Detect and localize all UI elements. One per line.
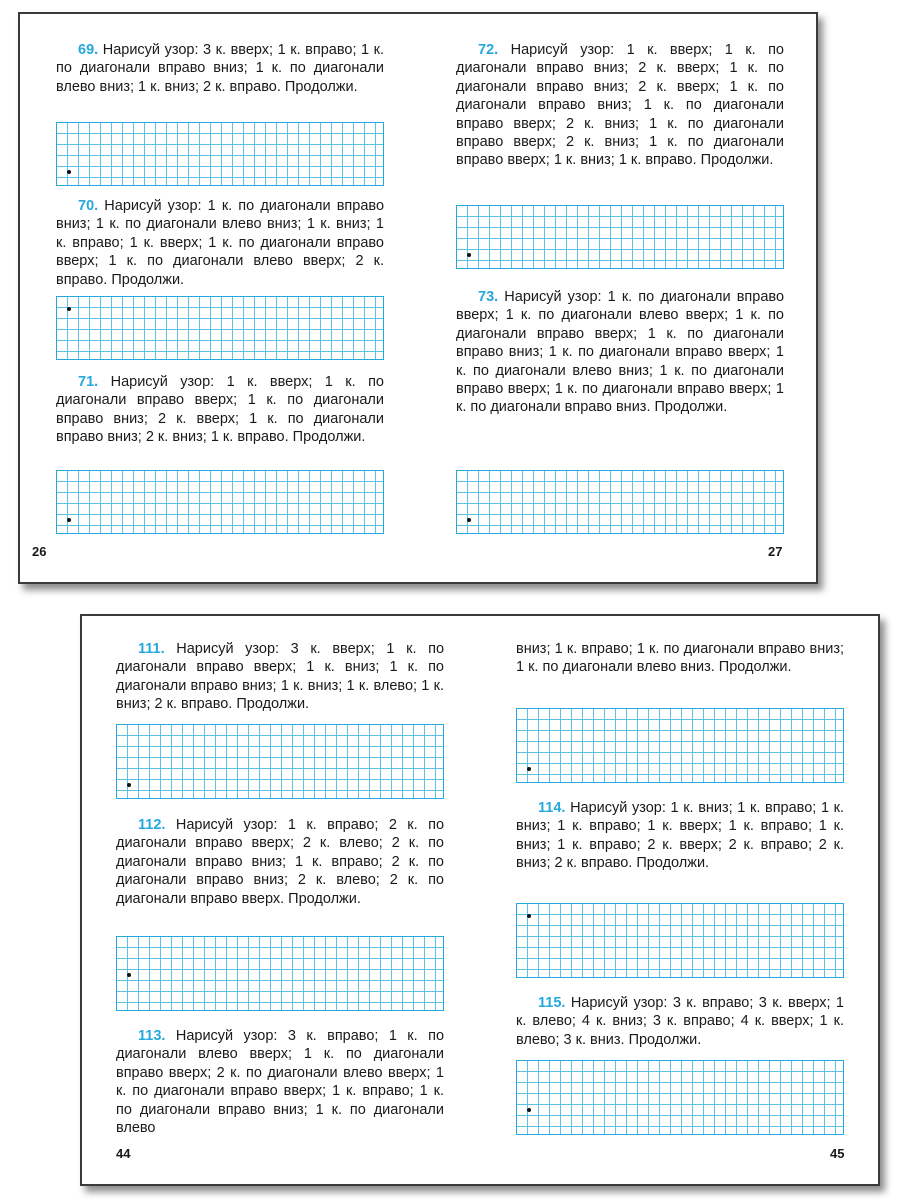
page-number-left: 26 [32,544,47,559]
book-spread-44-45 [80,614,880,1186]
task-number: 113. [138,1028,166,1044]
start-dot [527,1108,531,1112]
task-text: Нарисуй узор: 1 к. вверх; 1 к. по диагонали вправо вверх; 1 к. по диагонали вправо вниз; 2 к. вверх; 1 к. по диагонали вправо вниз; 2 к. вниз; 1 к. вправо. Продолжи. [56,374,384,446]
start-dot [527,914,531,918]
task-text: Нарисуй узор: 3 к. вправо; 3 к. вверх; 1 к. влево; 4 к. вниз; 3 к. вправо; 4 к. вверх; 1 к. влево; 3 к. вниз. Продолжи. [516,995,844,1048]
page-number-right: 27 [768,544,783,559]
drawing-grid-111[interactable] [116,724,444,799]
start-dot [527,767,531,771]
task-number: 70. [78,198,99,214]
start-dot [67,518,71,522]
task-number: 69. [78,42,99,58]
task-number: 72. [478,42,499,58]
task-72 [456,41,784,170]
start-dot [127,783,131,787]
task-number: 115. [538,995,566,1011]
book-spread-26-27 [18,12,818,584]
task-71 [56,373,384,447]
start-dot [127,973,131,977]
task-115 [516,994,844,1049]
page-number-left: 44 [116,1146,131,1161]
task-number: 111. [138,641,165,657]
task-113-continued [516,640,844,677]
drawing-grid-114[interactable] [516,903,844,978]
task-113 [116,1027,444,1137]
start-dot [467,518,471,522]
start-dot [67,307,71,311]
task-text: Нарисуй узор: 1 к. вправо; 2 к. по диагонали вправо вверх; 2 к. влево; 2 к. по диагонали вправо вниз; 1 к. вправо; 2 к. по диагонали вправо вниз; 2 к. влево; 2 к. по диагонали вправо вверх. Продолжи. [116,817,445,907]
task-number: 112. [138,817,166,833]
task-number: 73. [478,289,499,305]
task-text: Нарисуй узор: 3 к. вверх; 1 к. вправо; 1 к. по диагонали вправо вниз; 1 к. по диагонали влево вниз; 1 к. вниз; 2 к. вправо. Продолжи. [56,42,385,95]
task-text: Нарисуй узор: 1 к. по диагонали вправо вверх; 1 к. по диагонали влево вверх; 1 к. по диагонали вправо вверх; 1 к. по диагонали вправо вниз; 1 к. по диагонали вправо вверх; 1 к. по диагонали влево вниз; 1 к. по диагонали вправо вверх; 1 к. по диагонали вправо вверх; 1 к. по диагонали вправо вниз. Продолжи. [456,289,785,416]
drawing-grid-72[interactable] [456,205,784,269]
task-text: Нарисуй узор: 1 к. вверх; 1 к. по диагонали вправо вниз; 2 к. вверх; 1 к. по диагонали вправо вниз; 2 к. вверх; 1 к. по диагонали вправо вниз; 1 к. по диагонали вправо вверх; 2 к. вниз; 1 к. по диагонали вправо вверх; 2 к. вниз; 1 к. по диагонали вправо вверх; 1 к. вниз; 1 к. вправо. Продолжи. [456,42,784,169]
drawing-grid-73[interactable] [456,470,784,534]
task-text: вниз; 1 к. вправо; 1 к. по диагонали вправо вниз; 1 к. по диагонали влево вниз. Продолжи. [516,641,844,676]
task-73 [456,288,784,417]
drawing-grid-69[interactable] [56,122,384,186]
drawing-grid-70[interactable] [56,296,384,360]
start-dot [67,170,71,174]
task-114 [516,799,844,873]
drawing-grid-71[interactable] [56,470,384,534]
task-number: 71. [78,374,99,390]
task-69 [56,41,384,96]
drawing-grid-112[interactable] [116,936,444,1011]
task-112 [116,816,444,908]
drawing-grid-113[interactable] [516,708,844,783]
task-111 [116,640,444,714]
page-number-right: 45 [830,1146,845,1161]
start-dot [467,253,471,257]
task-70 [56,197,384,289]
task-text: Нарисуй узор: 3 к. вправо; 1 к. по диагонали влево вверх; 1 к. по диагонали вправо вверх; 2 к. по диагонали влево вверх; 1 к. по диагонали вправо вверх; 1 к. вправо; 1 к. по диагонали вправо вниз; 1 к. по диагонали влево [116,1028,445,1137]
drawing-grid-115[interactable] [516,1060,844,1135]
task-number: 114. [538,800,566,816]
task-text: Нарисуй узор: 1 к. вниз; 1 к. вправо; 1 к. вниз; 1 к. вправо; 1 к. вверх; 1 к. вправо; 1 к. вниз; 1 к. вправо; 2 к. вверх; 2 к. вправо; 2 к. вниз; 2 к. вправо. Продолжи. [516,800,845,872]
task-text: Нарисуй узор: 3 к. вверх; 1 к. по диагонали вправо вверх; 1 к. вниз; 1 к. по диагонали вправо вниз; 1 к. вниз; 1 к. влево; 1 к. вниз; 2 к. вправо. Продолжи. [116,641,445,713]
task-text: Нарисуй узор: 1 к. по диагонали вправо вниз; 1 к. по диагонали влево вниз; 1 к. вниз; 1 к. вправо; 1 к. вверх; 1 к. по диагонали вправо вверх; 1 к. по диагонали влево вверх; 2 к. вправо. Продолжи. [56,198,385,288]
